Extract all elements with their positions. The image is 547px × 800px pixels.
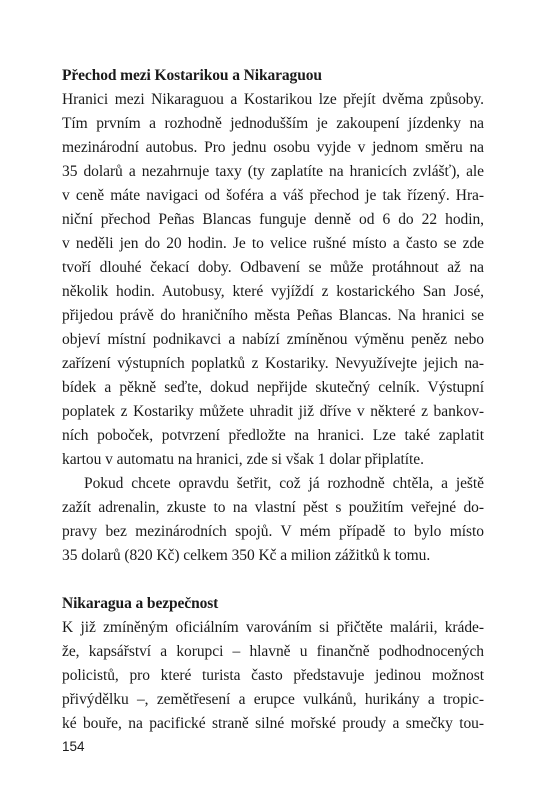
text-line: ké bouře, na pacifické straně silné mořské proudy a smečky tou-	[62, 715, 484, 732]
text-line: ních poboček, potvrzení předložte na hranici. Lze také zaplatit	[62, 427, 484, 444]
text-line: 35 dolarů a nezahrnuje taxy (ty zaplatíte na hranicích zvlášť), ale	[62, 163, 484, 180]
text-line: pravy bez mezinárodních spojů. V mém případě to bylo místo	[62, 523, 484, 540]
text-line: zařízení výstupních poplatků z Kostariky. Nevyužívejte jejich na-	[62, 355, 484, 372]
text-line: bídek a pěkně seďte, dokud nepřijde skutečný celník. Výstupní	[62, 379, 484, 396]
text-line: Tím prvním a rozhodně jednodušším je zakoupení jízdenky na	[62, 115, 484, 132]
text-line: že, kapsářství a korupci – hlavně u finančně podhodnocených	[62, 643, 484, 660]
text-line: Pokud chcete opravdu šetřit, což já rozhodně chtěla, a ještě	[84, 475, 484, 492]
text-line: přijedou právě do hraničního města Peñas Blancas. Na hranici se	[62, 307, 484, 324]
text-line: objeví místní podnikavci a nabízí zmíněnou výměnu peněz nebo	[62, 331, 484, 348]
text-line: několik hodin. Autobusy, které vyjíždí z kostarického San José,	[62, 283, 484, 300]
text-line: přivýdělku –, zemětřesení a erupce vulkánů, hurikány a tropic-	[62, 691, 484, 708]
text-line: zažít adrenalin, zkuste to na vlastní pěst s použitím veřejné do-	[62, 499, 484, 516]
section-divider-space	[62, 568, 484, 592]
text-line: poplatek z Kostariky můžete uhradit již dříve v některé z bankov-	[62, 403, 484, 420]
paragraph-safety-1	[62, 616, 484, 736]
paragraph-border-crossing-1	[62, 88, 484, 472]
text-line: niční přechod Peñas Blancas funguje denně od 6 do 22 hodin,	[62, 211, 484, 228]
text-line: v ceně máte navigaci od šoféra a váš přechod je tak řízený. Hra-	[62, 187, 484, 204]
paragraph-border-crossing-2	[62, 472, 484, 568]
page-body	[62, 64, 484, 736]
text-line: v neděli jen do 20 hodin. Je to velice rušné místo a často se zde	[62, 235, 484, 252]
text-line: tvoří dlouhé čekací doby. Odbavení se může protáhnout až na	[62, 259, 484, 276]
text-line: mezinárodní autobus. Pro jednu osobu vyjde v jednom směru na	[62, 139, 484, 156]
text-line: kartou v automatu na hranici, zde si však 1 dolar připlatíte.	[62, 451, 424, 468]
text-line: Hranici mezi Nikaraguou a Kostarikou lze přejít dvěma způsoby.	[62, 91, 484, 108]
section-heading-safety: Nikaragua a bezpečnost	[62, 595, 219, 612]
text-line: K již zmíněným oficiálním varováním si přičtěte malárii, kráde-	[62, 619, 484, 636]
page-number: 154	[62, 739, 85, 754]
text-line: policistů, pro které turista často představuje jedinou možnost	[62, 667, 484, 684]
section-heading-border-crossing: Přechod mezi Kostarikou a Nikaraguou	[62, 67, 322, 84]
text-line: 35 dolarů (820 Kč) celkem 350 Kč a milion zážitků k tomu.	[62, 547, 431, 564]
